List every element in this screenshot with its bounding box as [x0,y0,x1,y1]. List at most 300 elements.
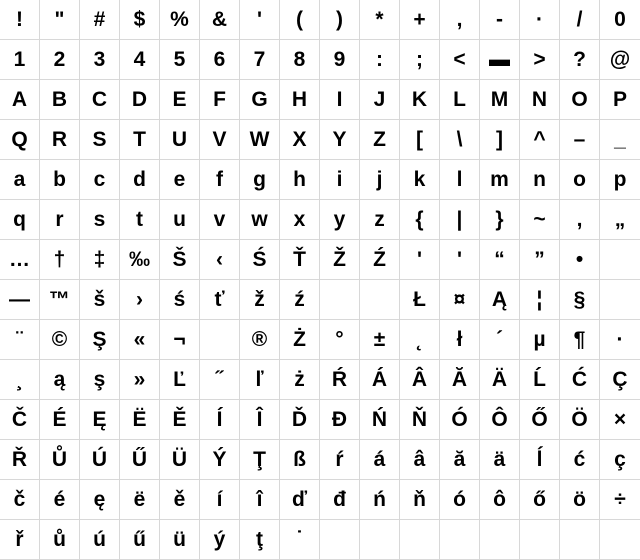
glyph: ă [453,448,466,471]
glyph: ¶ [573,328,586,351]
glyph-cell[interactable] [560,440,600,480]
glyph: ö [573,488,586,511]
glyph-cell[interactable] [160,160,200,200]
glyph-cell[interactable] [600,280,640,320]
glyph-cell[interactable] [480,520,520,560]
glyph-cell[interactable] [280,0,320,40]
glyph-cell[interactable] [560,0,600,40]
glyph-cell[interactable] [360,280,400,320]
glyph-cell[interactable] [80,120,120,160]
glyph-cell[interactable] [160,320,200,360]
glyph-cell[interactable] [40,120,80,160]
glyph-cell[interactable] [520,280,560,320]
glyph-cell[interactable] [160,440,200,480]
glyph: ) [336,8,343,31]
glyph-cell[interactable] [360,0,400,40]
glyph: ÷ [614,488,626,511]
glyph-cell[interactable] [200,400,240,440]
glyph: ť [214,288,225,311]
glyph: ä [493,448,506,471]
glyph-cell[interactable] [560,40,600,80]
glyph-cell[interactable] [280,280,320,320]
glyph: × [613,408,627,431]
glyph-cell[interactable] [280,520,320,560]
glyph-cell[interactable] [200,360,240,400]
glyph-cell[interactable] [280,400,320,440]
glyph-cell[interactable] [560,280,600,320]
glyph-cell[interactable] [240,480,280,520]
glyph-cell[interactable] [600,440,640,480]
glyph-cell[interactable] [80,240,120,280]
glyph-cell[interactable] [240,200,280,240]
glyph-cell[interactable] [360,240,400,280]
glyph-cell[interactable] [400,400,440,440]
glyph-cell[interactable] [440,440,480,480]
glyph-cell[interactable] [80,440,120,480]
glyph-cell[interactable] [240,0,280,40]
glyph-cell[interactable] [0,120,40,160]
glyph-cell[interactable] [400,120,440,160]
glyph-cell[interactable] [200,440,240,480]
glyph-cell[interactable] [80,160,120,200]
glyph-cell[interactable] [520,240,560,280]
glyph: · [536,8,543,31]
glyph-cell[interactable] [400,160,440,200]
glyph-cell[interactable] [240,120,280,160]
glyph-cell[interactable] [0,480,40,520]
glyph-cell[interactable] [160,400,200,440]
glyph-cell[interactable] [480,240,520,280]
glyph [617,249,623,270]
glyph [617,289,623,310]
glyph-cell[interactable] [40,520,80,560]
glyph-cell[interactable] [360,120,400,160]
glyph-cell[interactable] [80,480,120,520]
glyph: Ű [131,448,148,471]
glyph: ţ [256,528,263,551]
glyph-cell[interactable] [40,160,80,200]
glyph-cell[interactable] [200,200,240,240]
glyph-cell[interactable] [0,0,40,40]
glyph-cell[interactable] [280,40,320,80]
glyph [377,289,383,310]
glyph-cell[interactable] [600,520,640,560]
glyph-cell[interactable] [160,280,200,320]
glyph-cell[interactable] [40,80,80,120]
glyph: $ [133,8,146,31]
glyph-cell[interactable] [80,320,120,360]
glyph-cell[interactable] [320,160,360,200]
glyph-cell[interactable] [280,360,320,400]
glyph-cell[interactable] [600,400,640,440]
glyph: M [490,88,509,111]
glyph: J [373,88,386,111]
glyph: p [613,168,627,191]
glyph-cell[interactable] [40,240,80,280]
glyph-cell[interactable] [80,520,120,560]
glyph-cell[interactable] [360,160,400,200]
glyph-cell[interactable] [40,480,80,520]
glyph-cell[interactable] [0,440,40,480]
glyph-cell[interactable] [40,280,80,320]
glyph-cell[interactable] [600,320,640,360]
glyph-cell[interactable] [280,440,320,480]
glyph-cell[interactable] [240,40,280,80]
glyph-cell[interactable] [440,400,480,440]
glyph: P [612,88,627,111]
glyph: ć [573,448,586,471]
glyph-cell[interactable] [440,0,480,40]
glyph-cell[interactable] [120,120,160,160]
glyph-cell[interactable] [120,440,160,480]
glyph: Ź [373,248,386,271]
glyph-cell[interactable] [440,200,480,240]
glyph: í [216,488,223,511]
glyph-cell[interactable] [520,0,560,40]
glyph: ý [213,528,226,551]
glyph-cell[interactable] [480,80,520,120]
glyph-cell[interactable] [40,360,80,400]
glyph-cell[interactable] [400,280,440,320]
glyph-cell[interactable] [320,480,360,520]
glyph: Ţ [253,448,266,471]
glyph-cell[interactable] [440,40,480,80]
glyph: č [13,488,26,511]
glyph-cell[interactable] [600,480,640,520]
glyph-cell[interactable] [440,160,480,200]
glyph-cell[interactable] [120,160,160,200]
glyph-cell[interactable] [520,80,560,120]
glyph-cell[interactable] [120,200,160,240]
glyph-cell[interactable] [120,0,160,40]
glyph: ¨ [16,328,23,351]
glyph-cell[interactable] [0,520,40,560]
glyph-cell[interactable] [240,360,280,400]
glyph-cell[interactable] [120,520,160,560]
glyph-cell[interactable] [600,200,640,240]
glyph: ľ [255,368,264,391]
glyph-cell[interactable] [440,320,480,360]
glyph-cell[interactable] [40,400,80,440]
glyph-cell[interactable] [400,0,440,40]
glyph-cell[interactable] [360,360,400,400]
glyph-cell[interactable] [360,480,400,520]
glyph-cell[interactable] [80,400,120,440]
glyph-cell[interactable] [480,400,520,440]
glyph-cell[interactable] [120,280,160,320]
glyph-cell[interactable] [0,240,40,280]
glyph-cell[interactable] [40,320,80,360]
glyph-cell[interactable] [560,160,600,200]
glyph-cell[interactable] [480,200,520,240]
glyph-cell[interactable] [520,160,560,200]
glyph-cell[interactable] [480,320,520,360]
glyph-cell[interactable] [200,120,240,160]
glyph-cell[interactable] [440,480,480,520]
glyph: Ď [291,408,308,431]
glyph-cell[interactable] [440,120,480,160]
glyph-cell[interactable] [440,280,480,320]
glyph-cell[interactable] [360,80,400,120]
glyph-cell[interactable] [360,200,400,240]
glyph: c [93,168,106,191]
glyph-cell[interactable] [280,160,320,200]
glyph: H [291,88,308,111]
glyph-cell[interactable] [400,480,440,520]
glyph-cell[interactable] [440,240,480,280]
glyph-cell[interactable] [520,400,560,440]
glyph-cell[interactable] [400,200,440,240]
glyph-cell[interactable] [160,200,200,240]
glyph-cell[interactable] [200,280,240,320]
glyph: Ń [371,408,388,431]
glyph-cell[interactable] [40,440,80,480]
glyph-cell[interactable] [320,400,360,440]
glyph: á [373,448,386,471]
glyph: o [573,168,586,191]
glyph-cell[interactable] [120,80,160,120]
glyph-cell[interactable] [400,520,440,560]
glyph-cell[interactable] [120,240,160,280]
glyph: · [616,328,624,351]
glyph-cell[interactable] [600,240,640,280]
glyph-cell[interactable] [280,320,320,360]
glyph: U [171,128,188,151]
glyph-cell[interactable] [480,120,520,160]
glyph: Á [371,368,388,391]
glyph: n [533,168,546,191]
glyph-cell[interactable] [480,280,520,320]
glyph-cell[interactable] [120,480,160,520]
glyph-cell[interactable] [80,360,120,400]
glyph: r [55,208,64,231]
glyph-cell[interactable] [360,440,400,480]
glyph-cell[interactable] [520,360,560,400]
glyph [337,529,343,550]
glyph-cell[interactable] [520,320,560,360]
glyph-cell[interactable] [320,200,360,240]
glyph-cell[interactable] [520,120,560,160]
glyph-cell[interactable] [280,80,320,120]
glyph-cell[interactable] [480,360,520,400]
glyph-cell[interactable] [320,520,360,560]
glyph-cell[interactable] [240,320,280,360]
glyph-cell[interactable] [160,80,200,120]
glyph-cell[interactable] [320,80,360,120]
glyph-cell[interactable] [480,480,520,520]
glyph-cell[interactable] [600,40,640,80]
glyph: \ [456,128,463,151]
glyph-cell[interactable] [560,480,600,520]
glyph: ň [413,488,426,511]
glyph-cell[interactable] [400,320,440,360]
glyph: ş [93,368,106,391]
glyph: ú [93,528,106,551]
glyph: Ú [91,448,108,471]
glyph: — [9,288,30,311]
glyph-cell[interactable] [160,360,200,400]
glyph: Ł [413,288,426,311]
glyph: ¸ [16,368,23,391]
glyph: E [172,88,187,111]
glyph: Î [256,408,263,431]
glyph: 1 [13,48,26,71]
glyph: i [336,168,343,191]
glyph-cell[interactable] [400,80,440,120]
glyph: C [91,88,108,111]
glyph: Â [411,368,428,391]
glyph-cell[interactable] [520,520,560,560]
glyph-cell[interactable] [240,280,280,320]
glyph-cell[interactable] [320,240,360,280]
glyph: Ů [51,448,68,471]
glyph-cell[interactable] [240,400,280,440]
glyph-cell[interactable] [520,440,560,480]
glyph-cell[interactable] [0,360,40,400]
glyph-cell[interactable] [40,200,80,240]
glyph-cell[interactable] [0,160,40,200]
glyph: ë [133,488,146,511]
glyph: ő [533,488,546,511]
glyph-cell[interactable] [560,520,600,560]
glyph: 2 [53,48,66,71]
glyph-cell[interactable] [80,280,120,320]
glyph: ü [173,528,186,551]
glyph-cell[interactable] [120,360,160,400]
glyph-cell[interactable] [240,160,280,200]
glyph: 9 [333,48,346,71]
glyph-cell[interactable] [280,480,320,520]
glyph-cell[interactable] [520,200,560,240]
glyph: ń [373,488,386,511]
glyph: “ [494,248,505,271]
glyph-cell[interactable] [480,160,520,200]
glyph-cell[interactable] [0,280,40,320]
glyph-cell[interactable] [560,360,600,400]
glyph-cell[interactable] [0,400,40,440]
glyph-cell[interactable] [160,0,200,40]
glyph: ĺ [536,448,543,471]
glyph-cell[interactable] [560,400,600,440]
glyph-cell[interactable] [240,80,280,120]
glyph-cell[interactable] [160,240,200,280]
glyph-cell[interactable] [160,520,200,560]
glyph-cell[interactable] [600,120,640,160]
glyph-cell[interactable] [360,40,400,80]
glyph-cell[interactable] [240,440,280,480]
glyph-cell[interactable] [320,440,360,480]
glyph-cell[interactable] [200,520,240,560]
glyph-cell[interactable] [400,440,440,480]
glyph-cell[interactable] [320,360,360,400]
glyph-cell[interactable] [520,40,560,80]
glyph-cell[interactable] [200,240,240,280]
glyph: 0 [614,8,626,31]
glyph-cell[interactable] [320,120,360,160]
glyph-cell[interactable] [480,0,520,40]
glyph-cell[interactable] [400,360,440,400]
glyph-cell[interactable] [320,320,360,360]
glyph: 4 [133,48,146,71]
glyph-cell[interactable] [160,40,200,80]
glyph-cell[interactable] [240,240,280,280]
glyph-cell[interactable] [600,160,640,200]
glyph: / [576,8,583,31]
glyph-cell[interactable] [0,40,40,80]
glyph-cell[interactable] [440,520,480,560]
glyph-cell[interactable] [440,80,480,120]
glyph-cell[interactable] [40,0,80,40]
glyph-cell[interactable] [320,280,360,320]
glyph: Ą [491,288,508,311]
glyph-cell[interactable] [280,240,320,280]
glyph-cell[interactable] [400,40,440,80]
glyph-cell[interactable] [480,40,520,80]
glyph-cell[interactable] [560,200,600,240]
glyph [497,529,503,550]
glyph-cell[interactable] [160,480,200,520]
glyph-cell[interactable] [0,320,40,360]
glyph-cell[interactable] [560,80,600,120]
glyph-cell[interactable] [120,320,160,360]
glyph-cell[interactable] [200,0,240,40]
glyph-cell[interactable] [200,480,240,520]
glyph: b [53,168,66,191]
glyph-cell[interactable] [600,0,640,40]
glyph-cell[interactable] [400,240,440,280]
glyph-cell[interactable] [600,360,640,400]
glyph-cell[interactable] [0,200,40,240]
glyph-cell[interactable] [560,320,600,360]
glyph: ě [173,488,186,511]
glyph-cell[interactable] [560,240,600,280]
glyph: ‹ [216,248,223,271]
glyph-cell[interactable] [440,360,480,400]
glyph-cell[interactable] [80,0,120,40]
glyph: ! [16,8,23,31]
glyph-cell[interactable] [200,40,240,80]
glyph-cell[interactable] [560,120,600,160]
glyph-cell[interactable] [240,520,280,560]
glyph-cell[interactable] [80,200,120,240]
glyph-cell[interactable] [600,80,640,120]
glyph-cell[interactable] [360,520,400,560]
glyph: ¬ [173,328,186,351]
glyph-cell[interactable] [280,120,320,160]
glyph-cell[interactable] [80,80,120,120]
glyph-cell[interactable] [280,200,320,240]
glyph-cell[interactable] [360,320,400,360]
glyph-cell[interactable] [120,400,160,440]
glyph-cell[interactable] [480,440,520,480]
glyph: _ [614,128,626,151]
glyph-cell[interactable] [200,320,240,360]
glyph-cell[interactable] [520,480,560,520]
glyph: m [490,168,509,191]
glyph-cell[interactable] [320,0,360,40]
glyph-cell[interactable] [80,40,120,80]
glyph-cell[interactable] [160,120,200,160]
glyph-cell[interactable] [360,400,400,440]
glyph-cell[interactable] [200,80,240,120]
glyph-cell[interactable] [0,80,40,120]
glyph-cell[interactable] [200,160,240,200]
glyph-cell[interactable] [320,40,360,80]
glyph-cell[interactable] [40,40,80,80]
glyph: Ö [571,408,588,431]
glyph: l [456,168,463,191]
glyph-cell[interactable] [120,40,160,80]
